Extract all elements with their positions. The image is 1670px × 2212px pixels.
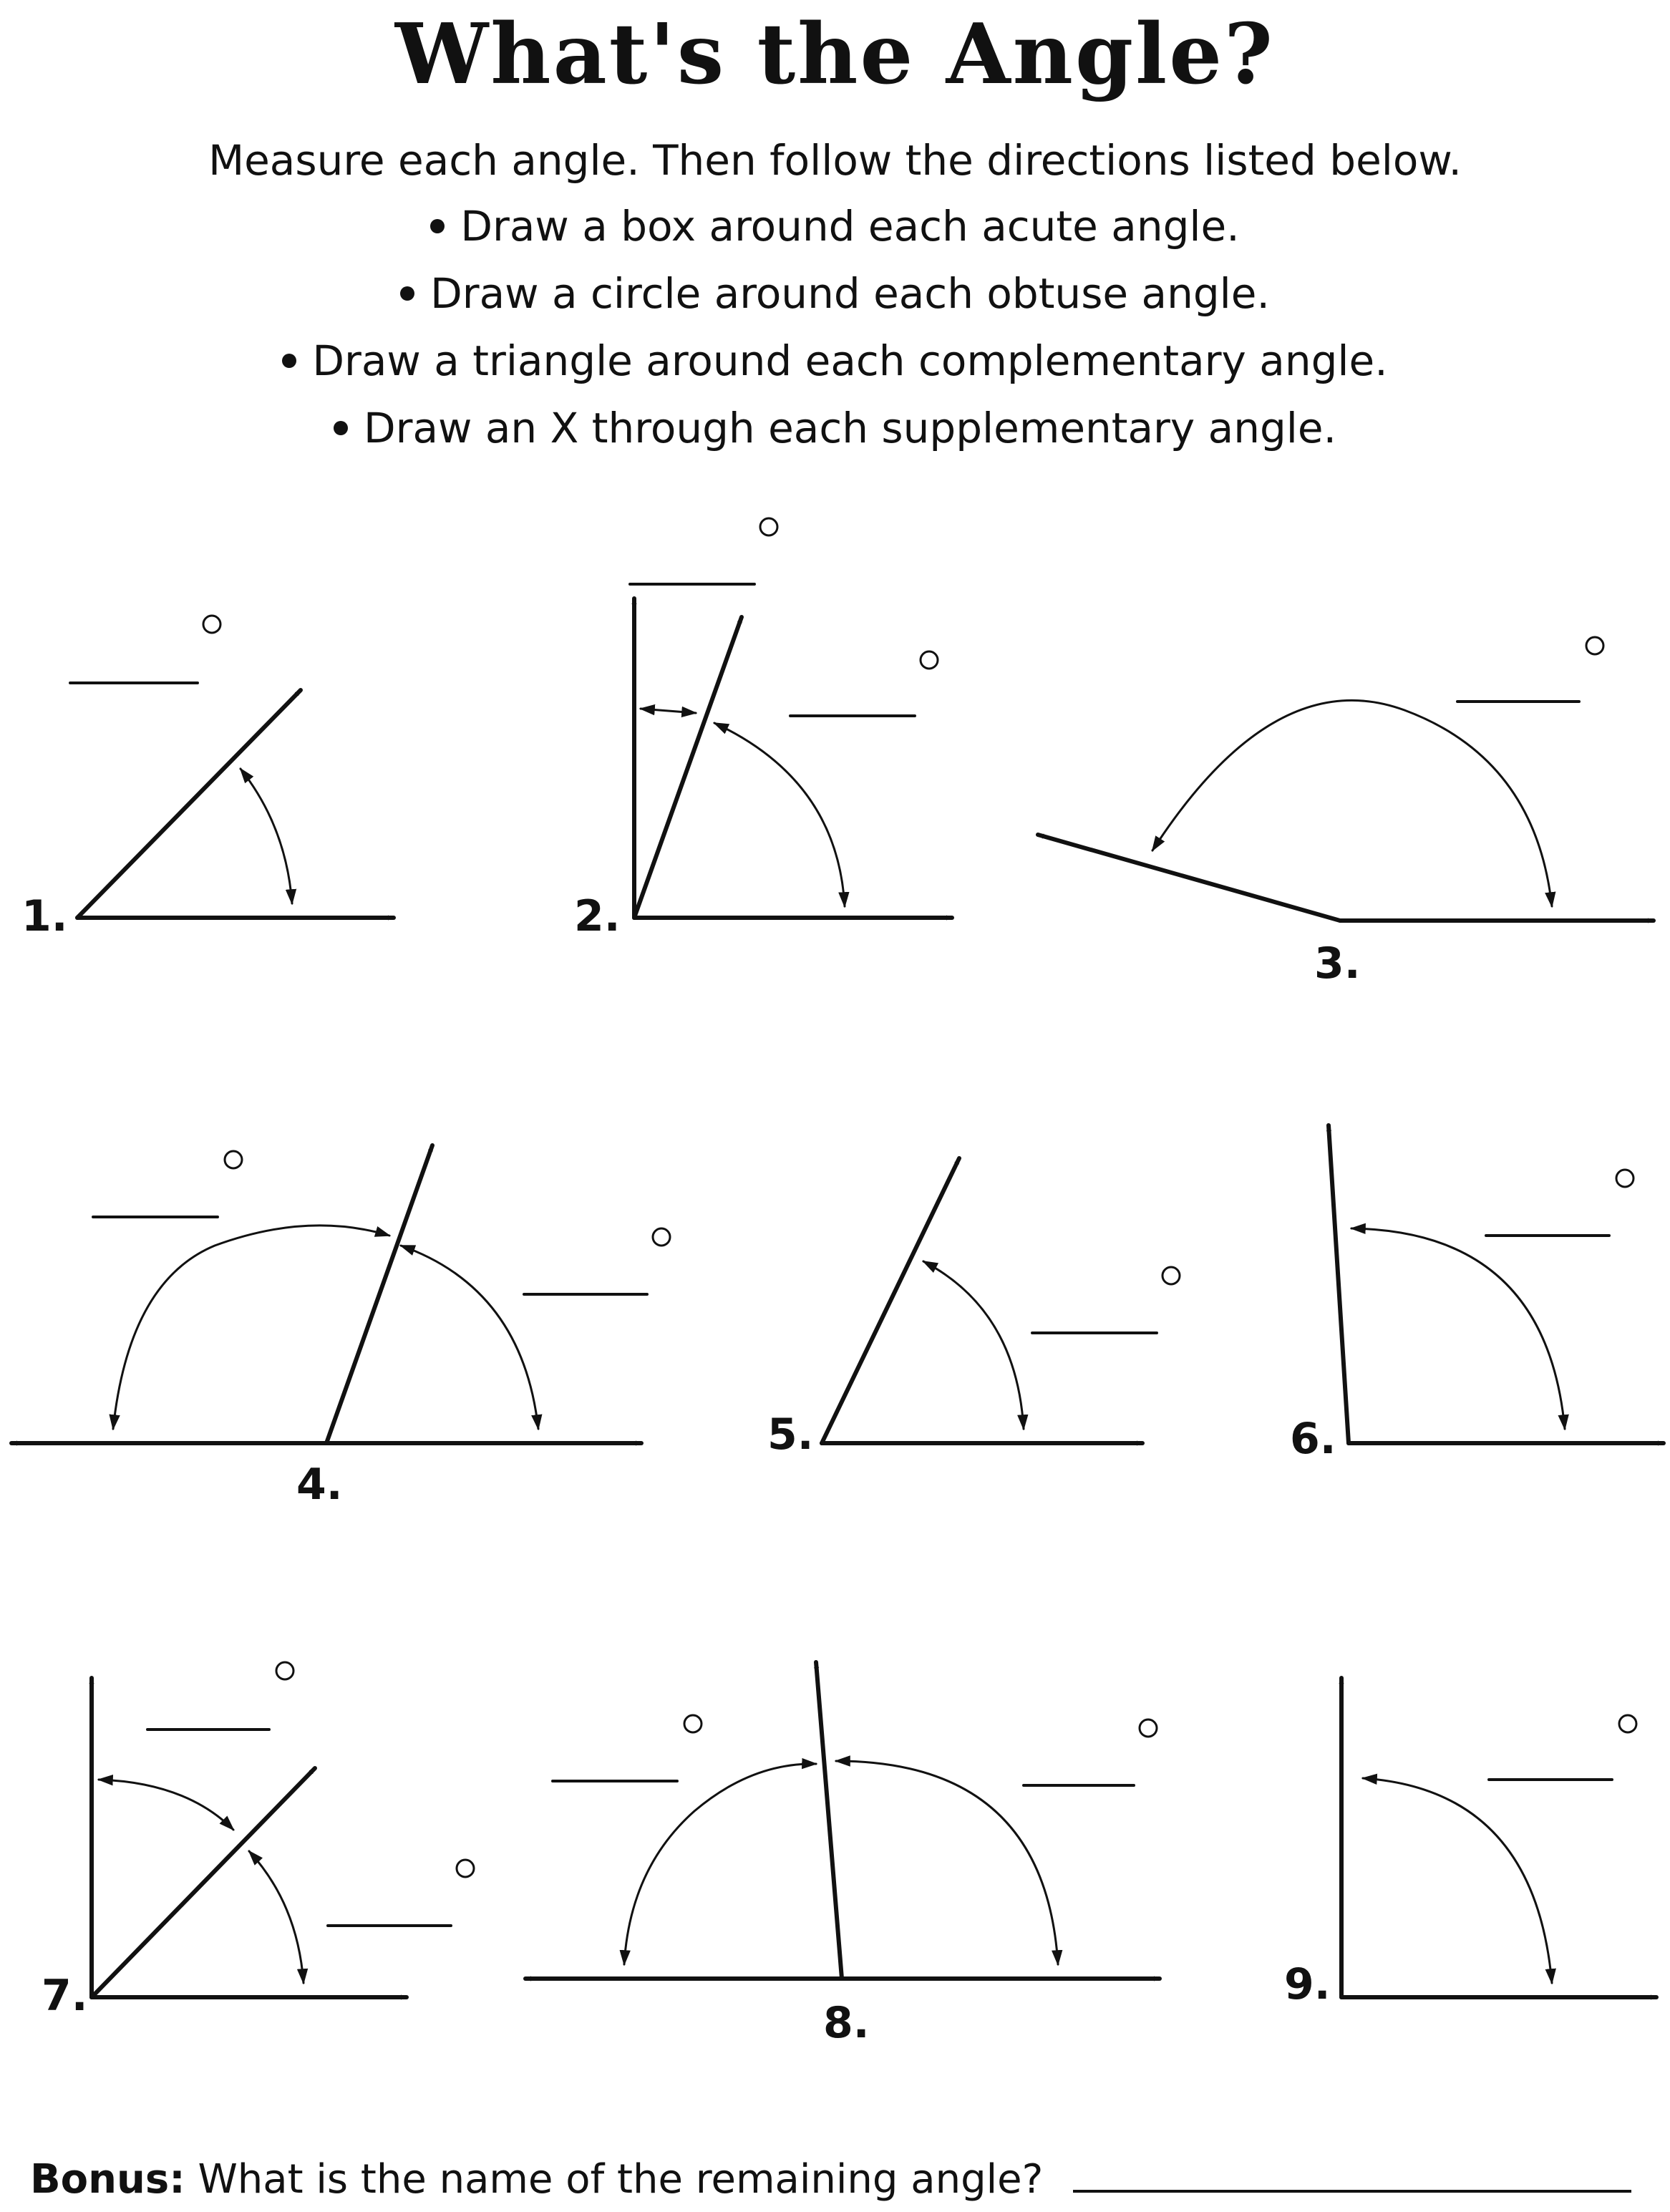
angle-9 <box>1341 1678 1656 1997</box>
angle-3 <box>1038 637 1654 921</box>
degree-symbol-icon <box>653 1228 670 1246</box>
angle-2 <box>630 518 952 918</box>
problem-number-8: 8. <box>823 1998 870 2048</box>
degree-symbol-icon <box>1586 637 1603 654</box>
problem-number-2: 2. <box>574 891 621 941</box>
problem-number-4: 4. <box>296 1460 343 1510</box>
degree-symbol-icon <box>684 1715 702 1732</box>
angle-4 <box>11 1145 670 1443</box>
worksheet-title: What's the Angle? <box>395 6 1275 103</box>
problem-number-3: 3. <box>1314 938 1361 989</box>
bonus-text: What is the name of the remaining angle? <box>198 2156 1044 2203</box>
degree-symbol-icon <box>203 616 220 633</box>
degree-symbol-icon <box>921 651 938 669</box>
direction-supplementary: Draw an X through each supplementary angle. <box>0 404 1670 452</box>
degree-symbol-icon <box>1162 1267 1180 1284</box>
degree-symbol-icon <box>1619 1715 1636 1732</box>
degree-symbol-icon <box>760 518 777 535</box>
problem-number-9: 9. <box>1284 1959 1331 2009</box>
problem-number-6: 6. <box>1290 1414 1336 1464</box>
angle-6 <box>1329 1125 1664 1443</box>
angle-5 <box>822 1158 1180 1443</box>
direction-obtuse: Draw a circle around each obtuse angle. <box>0 269 1670 318</box>
problem-number-7: 7. <box>42 1971 88 2021</box>
degree-symbol-icon <box>457 1860 474 1877</box>
direction-complementary: Draw a triangle around each complementary angle. <box>0 336 1670 385</box>
degree-symbol-icon <box>1140 1719 1157 1737</box>
bonus-answer-blank[interactable] <box>1073 2189 1631 2193</box>
bonus-label: Bonus: <box>30 2156 185 2203</box>
problem-number-5: 5. <box>767 1410 814 1460</box>
angle-8 <box>525 1662 1160 1979</box>
degree-symbol-icon <box>276 1662 293 1679</box>
instructions-intro: Measure each angle. Then follow the directions listed below. <box>208 136 1462 185</box>
angle-1 <box>70 616 394 918</box>
degree-symbol-icon <box>225 1151 242 1168</box>
direction-acute: Draw a box around each acute angle. <box>0 202 1670 251</box>
problem-number-1: 1. <box>21 891 68 941</box>
angle-7 <box>92 1662 474 1997</box>
degree-symbol-icon <box>1616 1170 1633 1187</box>
problem-numbers <box>21 891 1361 2048</box>
bonus-question <box>30 2156 1631 2203</box>
